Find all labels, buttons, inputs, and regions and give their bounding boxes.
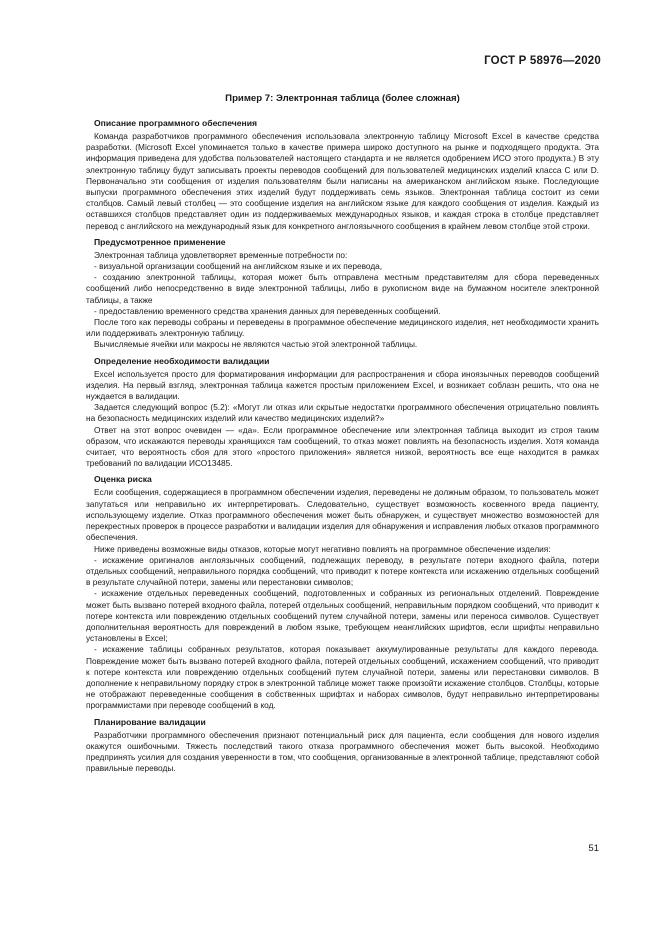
section-heading: Планирование валидации <box>94 716 206 727</box>
section-heading: Предусмотренное применение <box>94 236 226 247</box>
standard-code: ГОСТ Р 58976—2020 <box>484 55 601 67</box>
paragraph: - искажение таблицы собранных результатов, которая показывает аккумулированные результаты для каждого перевода. Повреждение может быть вызвано потерей входного файла, потерей отдельных сообщений, искажением сообщений, что приводит к потере контекста или повреждению отдельных сообщений путем случайной потери, замены или перестановки символов. В дополнение к неправильному порядку строк в электронной таблице может также произойти искажение столбцов. Столбцы, которые не отображают переведенные сообщения в собственных шрифтах и наборах символов, будут неправильно интерпретированы программистами при переводе сообщений в код. <box>86 644 599 711</box>
paragraph: - визуальной организации сообщений на английском языке и их перевода, <box>94 261 383 272</box>
page-number: 51 <box>588 843 599 854</box>
paragraph: Задается следующий вопрос (5.2): «Могут ли отказ или скрытые недостатки программного обеспечения отрицательно повлиять на безопасность медицинских изделий или качество медицинских изделий?» <box>86 402 599 424</box>
paragraph: Excel используется просто для форматирования информации для распространения и сбора иноязычных переводов сообщений изделия. На первый взгляд, электронная таблица кажется простым приложением Excel, и возникает соблазн решить, что она не нуждается в валидации. <box>86 368 599 402</box>
paragraph: - искажение отдельных переведенных сообщений, подготовленных и собранных из региональных отделений. Повреждение может быть вызвано потерей входного файла, потерей отдельных сообщений, неправильным порядком сообщений, что приводит к потере контекста или повреждению отдельных сообщений путем случайной потери, замены или переноса символов. Существует дополнительная вероятность для повреждений в любом языке, требующем неанглийских шрифтов, если шрифты неправильно установлены в Excel; <box>86 588 599 644</box>
section-heading: Описание программного обеспечения <box>94 118 258 128</box>
paragraph: После того как переводы собраны и переведены в программное обеспечение медицинского изделия, нет необходимости хранить или поддерживать электронную таблицу. <box>86 317 599 339</box>
paragraph: - созданию электронной таблицы, которая может быть отправлена местным представителям для сбора переведенных сообщений либо непосредственно в виде электронной таблицы, либо в рукописном виде на бумажном носителе электронной таблицы, а также <box>86 272 599 305</box>
paragraph: Ответ на этот вопрос очевиден — «да». Если программное обеспечение или электронная таблица выходит из строя таким образом, что искажаются переводы хранящихся там сообщений, то отказ может повлиять на безопасность изделия. Хотя команда считает, что вероятность сбоя для этого «простого приложения» является низкой, вероятность все еще находится в рамках требований по валидации ИСО13485. <box>86 424 599 469</box>
paragraph: Вычисляемые ячейки или макросы не являются частью этой электронной таблицы. <box>94 339 418 350</box>
paragraph: Если сообщения, содержащиеся в программном обеспечении изделия, переведены не должным образом, то пользователь может запутаться или неправильно их интерпретировать. Следовательно, существует возможность косвенного вреда пациенту, использующему изделие. Отказ программного обеспечения может быть обнаружен, и существует множество возможностей для перекрестных проверок в процессе разработки и валидации изделия для обнаружения и исправления любых отказов программного обеспечения. <box>86 487 599 543</box>
section-heading: Оценка риска <box>94 474 152 485</box>
example-title: Пример 7: Электронная таблица (более сложная) <box>225 93 460 104</box>
paragraph: Электронная таблица удовлетворяет временные потребности по: <box>94 249 348 260</box>
paragraph: Команда разработчиков программного обеспечения использовала электронную таблицу Microsoft Excel в качестве средства разработки. (Microsoft Excel упоминается только в качестве примера широко доступного на рынке и подходящего продукта. Эта информация приведена для удобства пользователей настоящего стандарта и не является одобрением ИСО этого продукта.) В эту электронную таблицу будут записывать проекты переводов сообщений для пользователей медицинских изделий класса С или D. Первоначально эти сообщения от изделия пользователям были написаны на американском английском языке. Последующие выпуски программного обеспечения этих изделий будут поддерживать семь языков. Электронная таблица состоит из семи столбцов. Самый левый столбец — это сообщение изделия на английском языке для каждого сообщения от изделия. Каждый из оставшихся столбцов представляет один из поддерживаемых международных языков, и каждая строка в столбце представляет перевод с английского на международный язык для конкретного англоязычного сообщения в крайнем левом столбце этой строки. <box>86 131 599 231</box>
paragraph: Ниже приведены возможные виды отказов, которые могут негативно повлиять на программное обеспечение изделия: <box>94 543 551 554</box>
paragraph: - предоставлению временного средства хранения данных для переведенных сообщений. <box>94 305 441 316</box>
document-body <box>86 113 599 774</box>
paragraph: Разработчики программного обеспечения признают потенциальный риск для пациента, если сообщения для нового изделия окажутся ошибочными. Тяжесть последствий такого отказа программного обеспечения может быть высокой. Необходимо предпринять усилия для создания уверенности в том, что сообщения, организованные в электронной таблице, представляют собой правильные переводы. <box>86 729 599 774</box>
section-heading: Определение необходимости валидации <box>94 355 270 366</box>
paragraph: - искажение оригиналов англоязычных сообщений, подлежащих переводу, в результате потери входного файла, потери отдельных сообщений, неправильного порядка сообщений, что приводит к потере контекста или искажению отдельных сообщений в результате случайной потери, замены или перестановки символов; <box>86 554 599 588</box>
